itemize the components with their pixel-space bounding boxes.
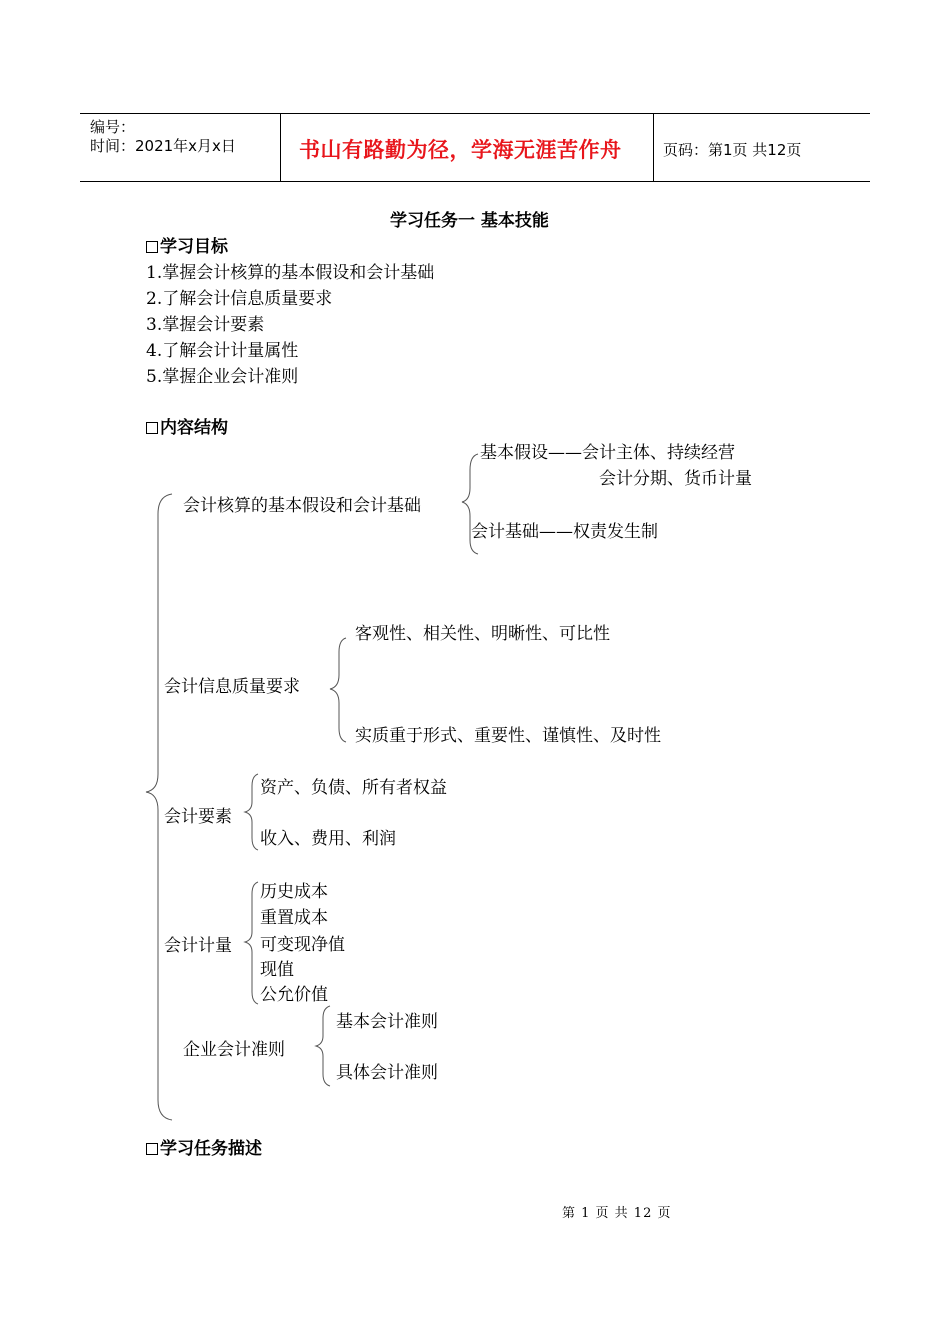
tree-standards-line2: 具体会计准则 — [336, 1063, 438, 1083]
tree-measurement-item-2: 重置成本 — [260, 908, 328, 928]
tree-elements-label: 会计要素 — [164, 807, 232, 827]
tree-measurement-item-1: 历史成本 — [260, 882, 328, 902]
tree-measurement-item-5: 公允价值 — [260, 985, 328, 1005]
tree-assumptions-line3: 会计基础——权责发生制 — [471, 522, 658, 542]
tree-measurement-item-3: 可变现净值 — [260, 935, 345, 955]
goal-item-2: 2.了解会计信息质量要求 — [146, 289, 333, 309]
tree-measurement-label: 会计计量 — [164, 936, 232, 956]
tree-standards-line1: 基本会计准则 — [336, 1012, 438, 1032]
tree-measurement-item-4: 现值 — [260, 960, 294, 980]
elements-brace — [245, 774, 258, 850]
page-info: 页码：第1页 共12页 — [663, 141, 802, 159]
quality-brace — [330, 638, 346, 742]
goal-item-4: 4.了解会计计量属性 — [146, 341, 299, 361]
goal-item-1: 1.掌握会计核算的基本假设和会计基础 — [146, 263, 435, 283]
tree-elements-line1: 资产、负债、所有者权益 — [260, 778, 447, 798]
tree-standards-label: 企业会计准则 — [183, 1040, 285, 1060]
date-label: 时间：2021年x月x日 — [90, 137, 236, 155]
tree-quality-label: 会计信息质量要求 — [164, 677, 300, 697]
section-task-title: 学习任务描述 — [160, 1139, 262, 1159]
goal-item-3: 3.掌握会计要素 — [146, 315, 265, 335]
measurement-brace — [245, 882, 258, 1004]
tree-quality-line1: 客观性、相关性、明晰性、可比性 — [355, 624, 610, 644]
section-structure-title: 内容结构 — [160, 418, 228, 438]
standards-brace — [316, 1006, 330, 1086]
checkbox-square-icon — [146, 1143, 158, 1155]
section-goals-title: 学习目标 — [160, 237, 228, 257]
tree-assumptions-line1: 基本假设——会计主体、持续经营 — [480, 443, 735, 463]
tree-assumptions-label: 会计核算的基本假设和会计基础 — [183, 496, 421, 516]
number-label: 编号： — [90, 118, 136, 136]
page-title: 学习任务一 基本技能 — [390, 211, 549, 231]
tree-assumptions-line2: 会计分期、货币计量 — [599, 469, 752, 489]
page-footer: 第 1 页 共 12 页 — [562, 1206, 672, 1221]
section-task-heading — [146, 1134, 262, 1159]
tree-quality-line2: 实质重于形式、重要性、谨慎性、及时性 — [355, 726, 661, 746]
goal-item-5: 5.掌握企业会计准则 — [146, 367, 299, 387]
tree-elements-line2: 收入、费用、利润 — [260, 829, 396, 849]
motto: 书山有路勤为径，学海无涯苦作舟 — [299, 137, 622, 162]
